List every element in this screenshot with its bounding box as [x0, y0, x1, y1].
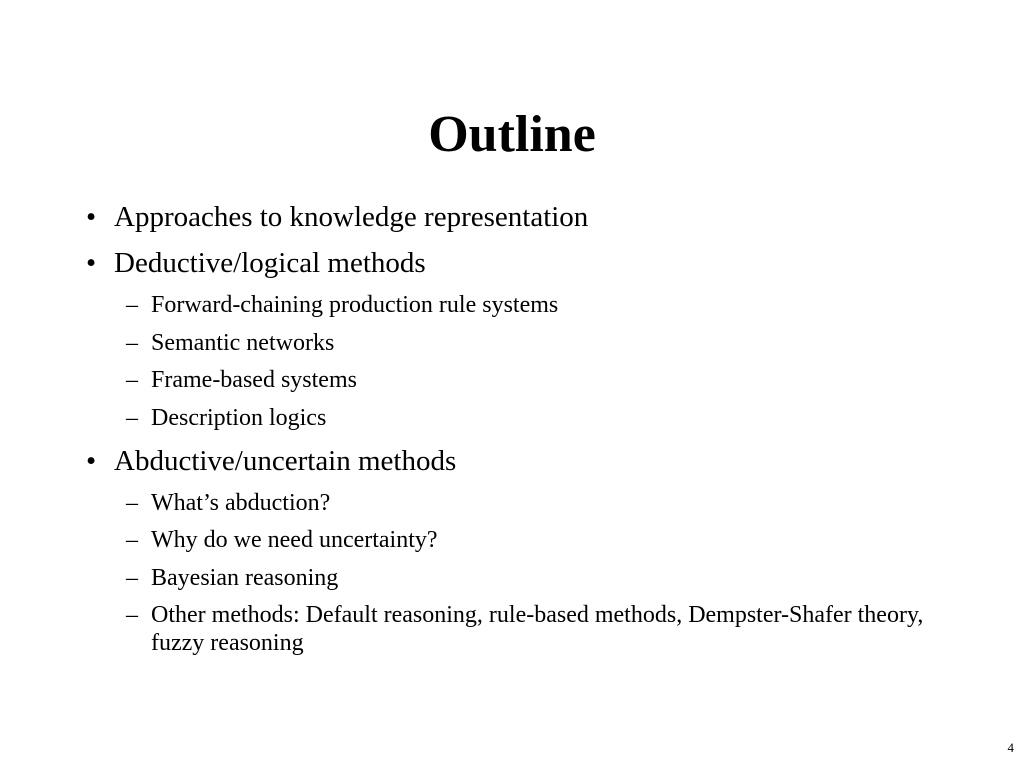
list-item — [86, 246, 946, 280]
bullet-marker: • — [86, 201, 97, 233]
sublist-item — [86, 404, 946, 432]
sublist-item-text: Other methods: Default reasoning, rule-based methods, Dempster-Shafer theory, fuzzy reasoning — [151, 602, 924, 656]
sublist-item-text: What’s abduction? — [151, 489, 331, 516]
sublist-item — [86, 366, 946, 394]
sublist-item-text: Description logics — [151, 404, 327, 431]
list-item — [86, 444, 946, 478]
dash-marker: – — [126, 602, 138, 628]
sublist — [86, 489, 946, 658]
dash-marker: – — [126, 404, 138, 431]
sublist-item — [86, 489, 946, 517]
slide-title: Outline — [428, 106, 596, 163]
dash-marker: – — [126, 329, 138, 356]
bullet-marker: • — [86, 247, 97, 279]
list-item-text: Approaches to knowledge representation — [114, 201, 589, 233]
dash-marker: – — [126, 527, 138, 553]
sublist-item — [86, 291, 946, 319]
sublist-item-text: Semantic networks — [151, 329, 335, 356]
dash-marker: – — [126, 564, 138, 591]
sublist — [86, 291, 946, 432]
list-item-text: Abductive/uncertain methods — [114, 444, 457, 477]
dash-marker: – — [126, 367, 138, 393]
sublist-item — [86, 601, 946, 657]
sublist-item — [86, 329, 946, 357]
outline-list — [86, 200, 946, 657]
dash-marker: – — [126, 489, 138, 516]
sublist-item-text: Bayesian reasoning — [151, 564, 339, 591]
dash-marker: – — [126, 292, 138, 318]
sublist-item — [86, 564, 946, 592]
slide-number: 4 — [1007, 740, 1014, 755]
bullet-marker: • — [86, 444, 97, 477]
list-item-text: Deductive/logical methods — [114, 247, 426, 279]
sublist-item — [86, 526, 946, 554]
sublist-item-text: Forward-chaining production rule systems — [151, 292, 559, 318]
sublist-item-text: Frame-based systems — [151, 367, 357, 393]
sublist-item-text: Why do we need uncertainty? — [151, 527, 438, 553]
list-item — [86, 200, 946, 234]
